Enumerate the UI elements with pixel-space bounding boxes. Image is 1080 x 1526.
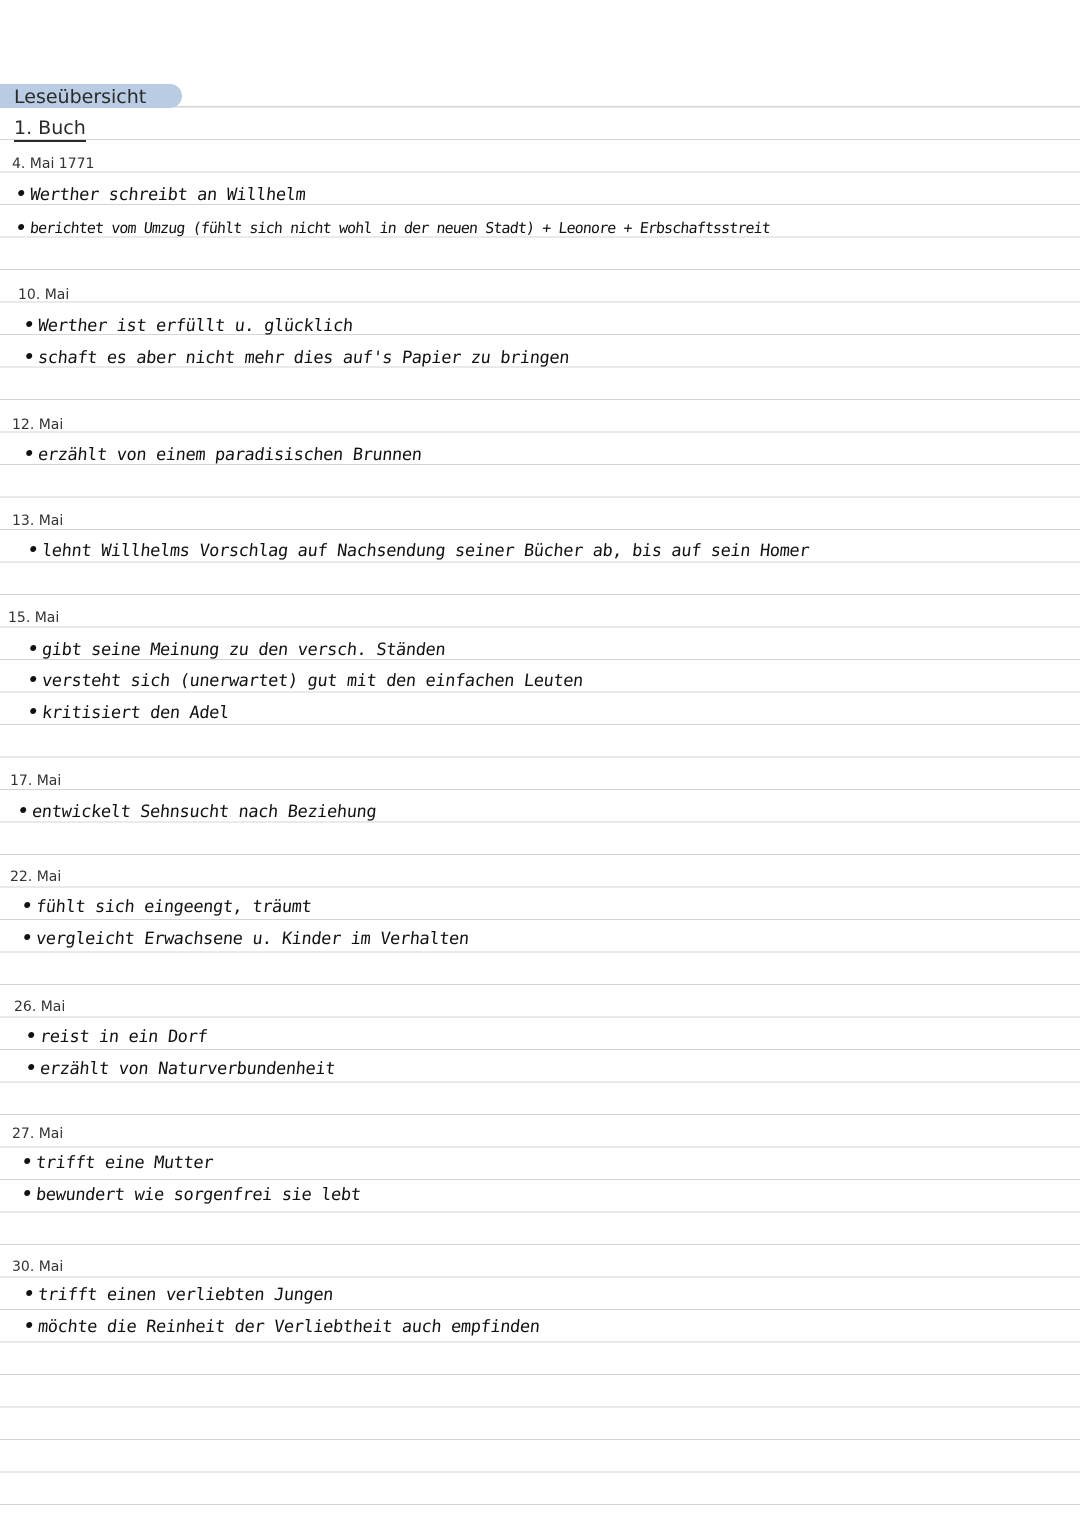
entry-note-text: trifft eine Mutter [34,1153,215,1173]
book-heading-underline [14,140,86,142]
entry-date: 4. Mai 1771 [12,156,95,172]
entry-note-text: versteht sich (unerwartet) gut mit den einfachen Leuten [40,671,584,691]
page-title: Leseübersicht [14,86,147,108]
entry-date: 10. Mai [18,287,70,303]
entry-date: 12. Mai [12,417,64,433]
entry-note [27,1026,209,1048]
entry-note [23,928,470,950]
bullet-icon [30,676,37,682]
entry-note [29,702,230,724]
entry-note-text: Werther schreibt an Willhelm [28,185,307,205]
entry-note-text: vergleicht Erwachsene u. Kinder im Verhalten [34,929,470,949]
bullet-icon [20,807,27,813]
entry-date: 26. Mai [14,999,66,1015]
bullet-icon [24,902,31,908]
entry-note-text: reist in ein Dorf [38,1027,209,1047]
bullet-icon [26,321,33,327]
entry-note-text: Werther ist erfüllt u. glücklich [36,316,354,336]
entry-note-text: möchte die Reinheit der Verliebtheit auch empfinden [36,1317,541,1337]
entry-note [27,1058,336,1080]
bullet-icon [26,1322,33,1328]
entry-note-text: trifft einen verliebten Jungen [36,1285,335,1305]
entry-note [25,347,570,369]
entry-note [29,670,584,692]
bullet-icon [24,1158,31,1164]
bullet-icon [26,1290,33,1296]
bullet-icon [18,224,25,230]
entry-date: 13. Mai [12,513,64,529]
bullet-icon [28,1064,35,1070]
entry-date: 22. Mai [10,869,62,885]
entry-note-text: erzählt von einem paradisischen Brunnen [36,445,423,465]
bullet-icon [26,353,33,359]
entry-note [19,801,378,823]
entry-note-text: bewundert wie sorgenfrei sie lebt [34,1185,362,1205]
bullet-icon [26,450,33,456]
entry-note [29,540,810,562]
bullet-icon [30,546,37,552]
bullet-icon [28,1032,35,1038]
entry-note [25,444,423,466]
entry-note [23,896,313,918]
entry-note-text: entwickelt Sehnsucht nach Beziehung [30,802,378,822]
bullet-icon [18,190,25,196]
entry-note [25,1284,334,1306]
entry-note [29,639,447,661]
entry-note-text: erzählt von Naturverbundenheit [38,1059,337,1079]
entry-note [23,1184,362,1206]
entry-note [23,1152,214,1174]
bullet-icon [30,645,37,651]
bullet-icon [24,934,31,940]
entry-date: 30. Mai [12,1259,64,1275]
entry-note-text: kritisiert den Adel [40,703,230,723]
book-heading: 1. Buch [14,117,86,139]
entry-date: 15. Mai [8,610,60,626]
bullet-icon [30,708,37,714]
entry-note [17,217,771,239]
entry-note-text: schaft es aber nicht mehr dies auf's Papier zu bringen [36,348,571,368]
entry-note-text: lehnt Willhelms Vorschlag auf Nachsendung seiner Bücher ab, bis auf sein Homer [40,541,811,561]
entry-note-text: gibt seine Meinung zu den versch. Ständen [40,640,447,660]
entry-date: 27. Mai [12,1126,64,1142]
entry-note-text: berichtet vom Umzug (fühlt sich nicht wohl in der neuen Stadt) + Leonore + Erbschaftsstreit [29,219,771,237]
entry-note-text: fühlt sich eingeengt, träumt [34,897,313,917]
entry-note [25,315,354,337]
entry-date: 17. Mai [10,773,62,789]
entry-note [17,184,307,206]
bullet-icon [24,1190,31,1196]
entry-note [25,1316,541,1338]
